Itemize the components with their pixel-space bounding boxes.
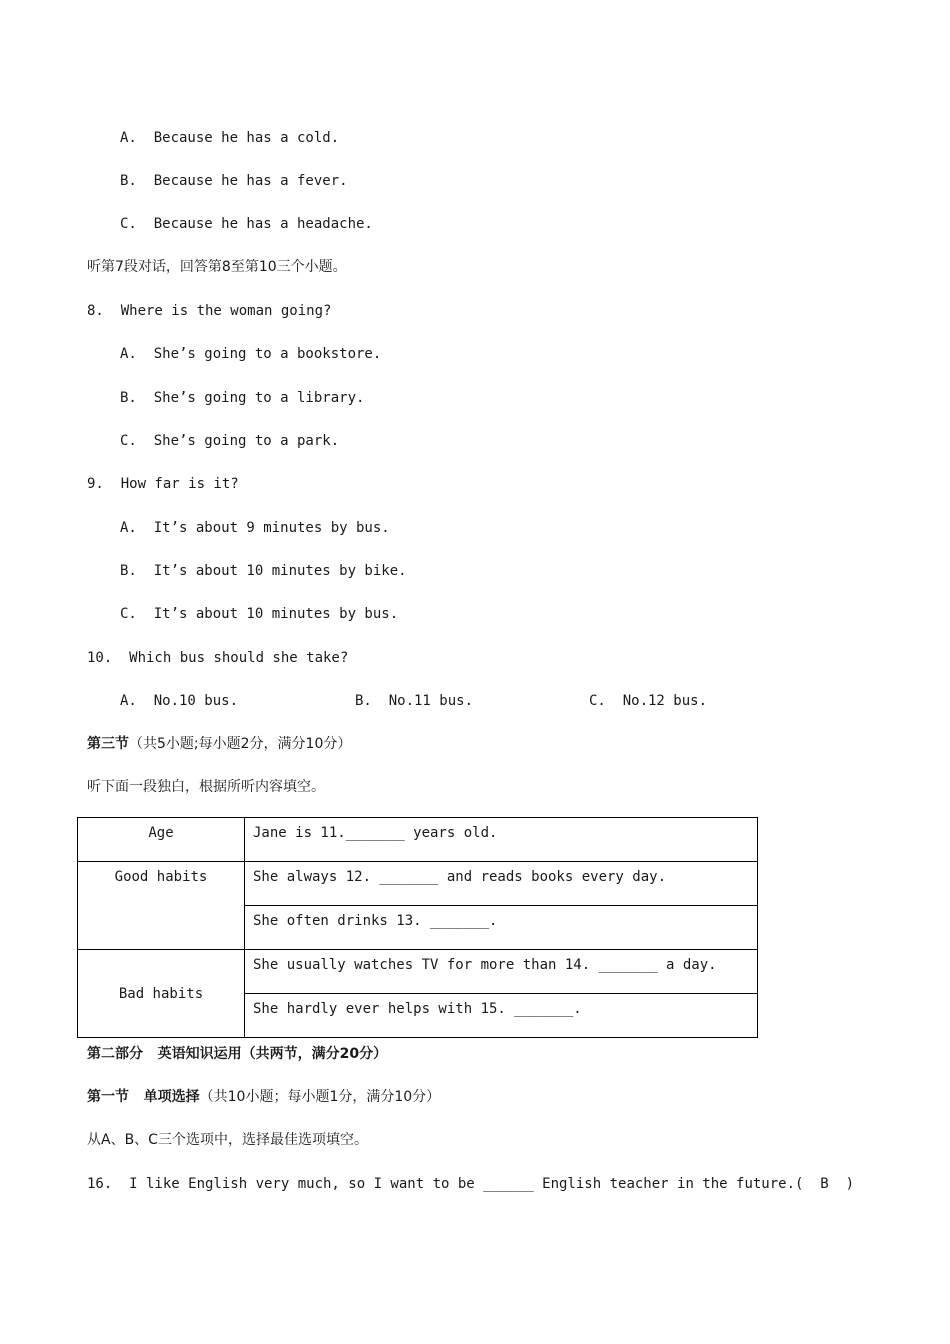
section3-title-bold: 第三节	[87, 736, 129, 752]
listening-fill-table	[77, 817, 758, 1038]
part2-section1-title	[87, 1088, 440, 1106]
good-habits-label-cell: Good habits	[78, 862, 245, 950]
table-row	[78, 862, 758, 906]
part2-title: 第二部分 英语知识运用（共两节，满分20分）	[87, 1046, 388, 1062]
part2-instruction: 从A、B、C三个选项中，选择最佳选项填空。	[87, 1132, 368, 1148]
q16-question: 16. I like English very much, so I want to be ______ English teacher in the future.( B )	[87, 1176, 855, 1192]
part2-section1-rest: （共10小题；每小题1分，满分10分）	[199, 1089, 441, 1105]
q10-option-a: A. No.10 bus.	[120, 693, 239, 709]
good-habit-cell-1: She always 12. _______ and reads books every day.	[245, 862, 758, 906]
q9-option-b: B. It’s about 10 minutes by bike.	[120, 563, 407, 579]
good-habit-cell-2: She often drinks 13. _______.	[245, 906, 758, 950]
dialogue7-instruction: 听第7段对话，回答第8至第10三个小题。	[87, 259, 347, 275]
q8-option-b: B. She’s going to a library.	[120, 390, 365, 406]
bad-habit-cell-2: She hardly ever helps with 15. _______.	[245, 994, 758, 1038]
q9-option-a: A. It’s about 9 minutes by bus.	[120, 520, 390, 536]
bad-habits-label-cell: Bad habits	[78, 950, 245, 1038]
section3-instruction: 听下面一段独白，根据所听内容填空。	[87, 779, 325, 795]
q7-option-c: C. Because he has a headache.	[120, 216, 373, 232]
q9-option-c: C. It’s about 10 minutes by bus.	[120, 606, 399, 622]
age-text-cell: Jane is 11._______ years old.	[245, 818, 758, 862]
q7-option-b: B. Because he has a fever.	[120, 173, 348, 189]
bad-habit-cell-1: She usually watches TV for more than 14. _______ a day.	[245, 950, 758, 994]
section3-title-rest: （共5小题;每小题2分，满分10分）	[129, 736, 352, 752]
q8-option-c: C. She’s going to a park.	[120, 433, 340, 449]
table-row	[78, 950, 758, 994]
age-label-cell: Age	[78, 818, 245, 862]
q8-question: 8. Where is the woman going?	[87, 303, 332, 319]
table-row	[78, 818, 758, 862]
q10-option-c: C. No.12 bus.	[589, 693, 708, 709]
q8-option-a: A. She’s going to a bookstore.	[120, 346, 382, 362]
part2-section1-bold: 第一节 单项选择	[87, 1089, 200, 1105]
q10-question: 10. Which bus should she take?	[87, 650, 349, 666]
q9-question: 9. How far is it?	[87, 476, 239, 492]
section3-title	[87, 735, 351, 753]
q10-option-b: B. No.11 bus.	[355, 693, 474, 709]
q7-option-a: A. Because he has a cold.	[120, 130, 340, 146]
